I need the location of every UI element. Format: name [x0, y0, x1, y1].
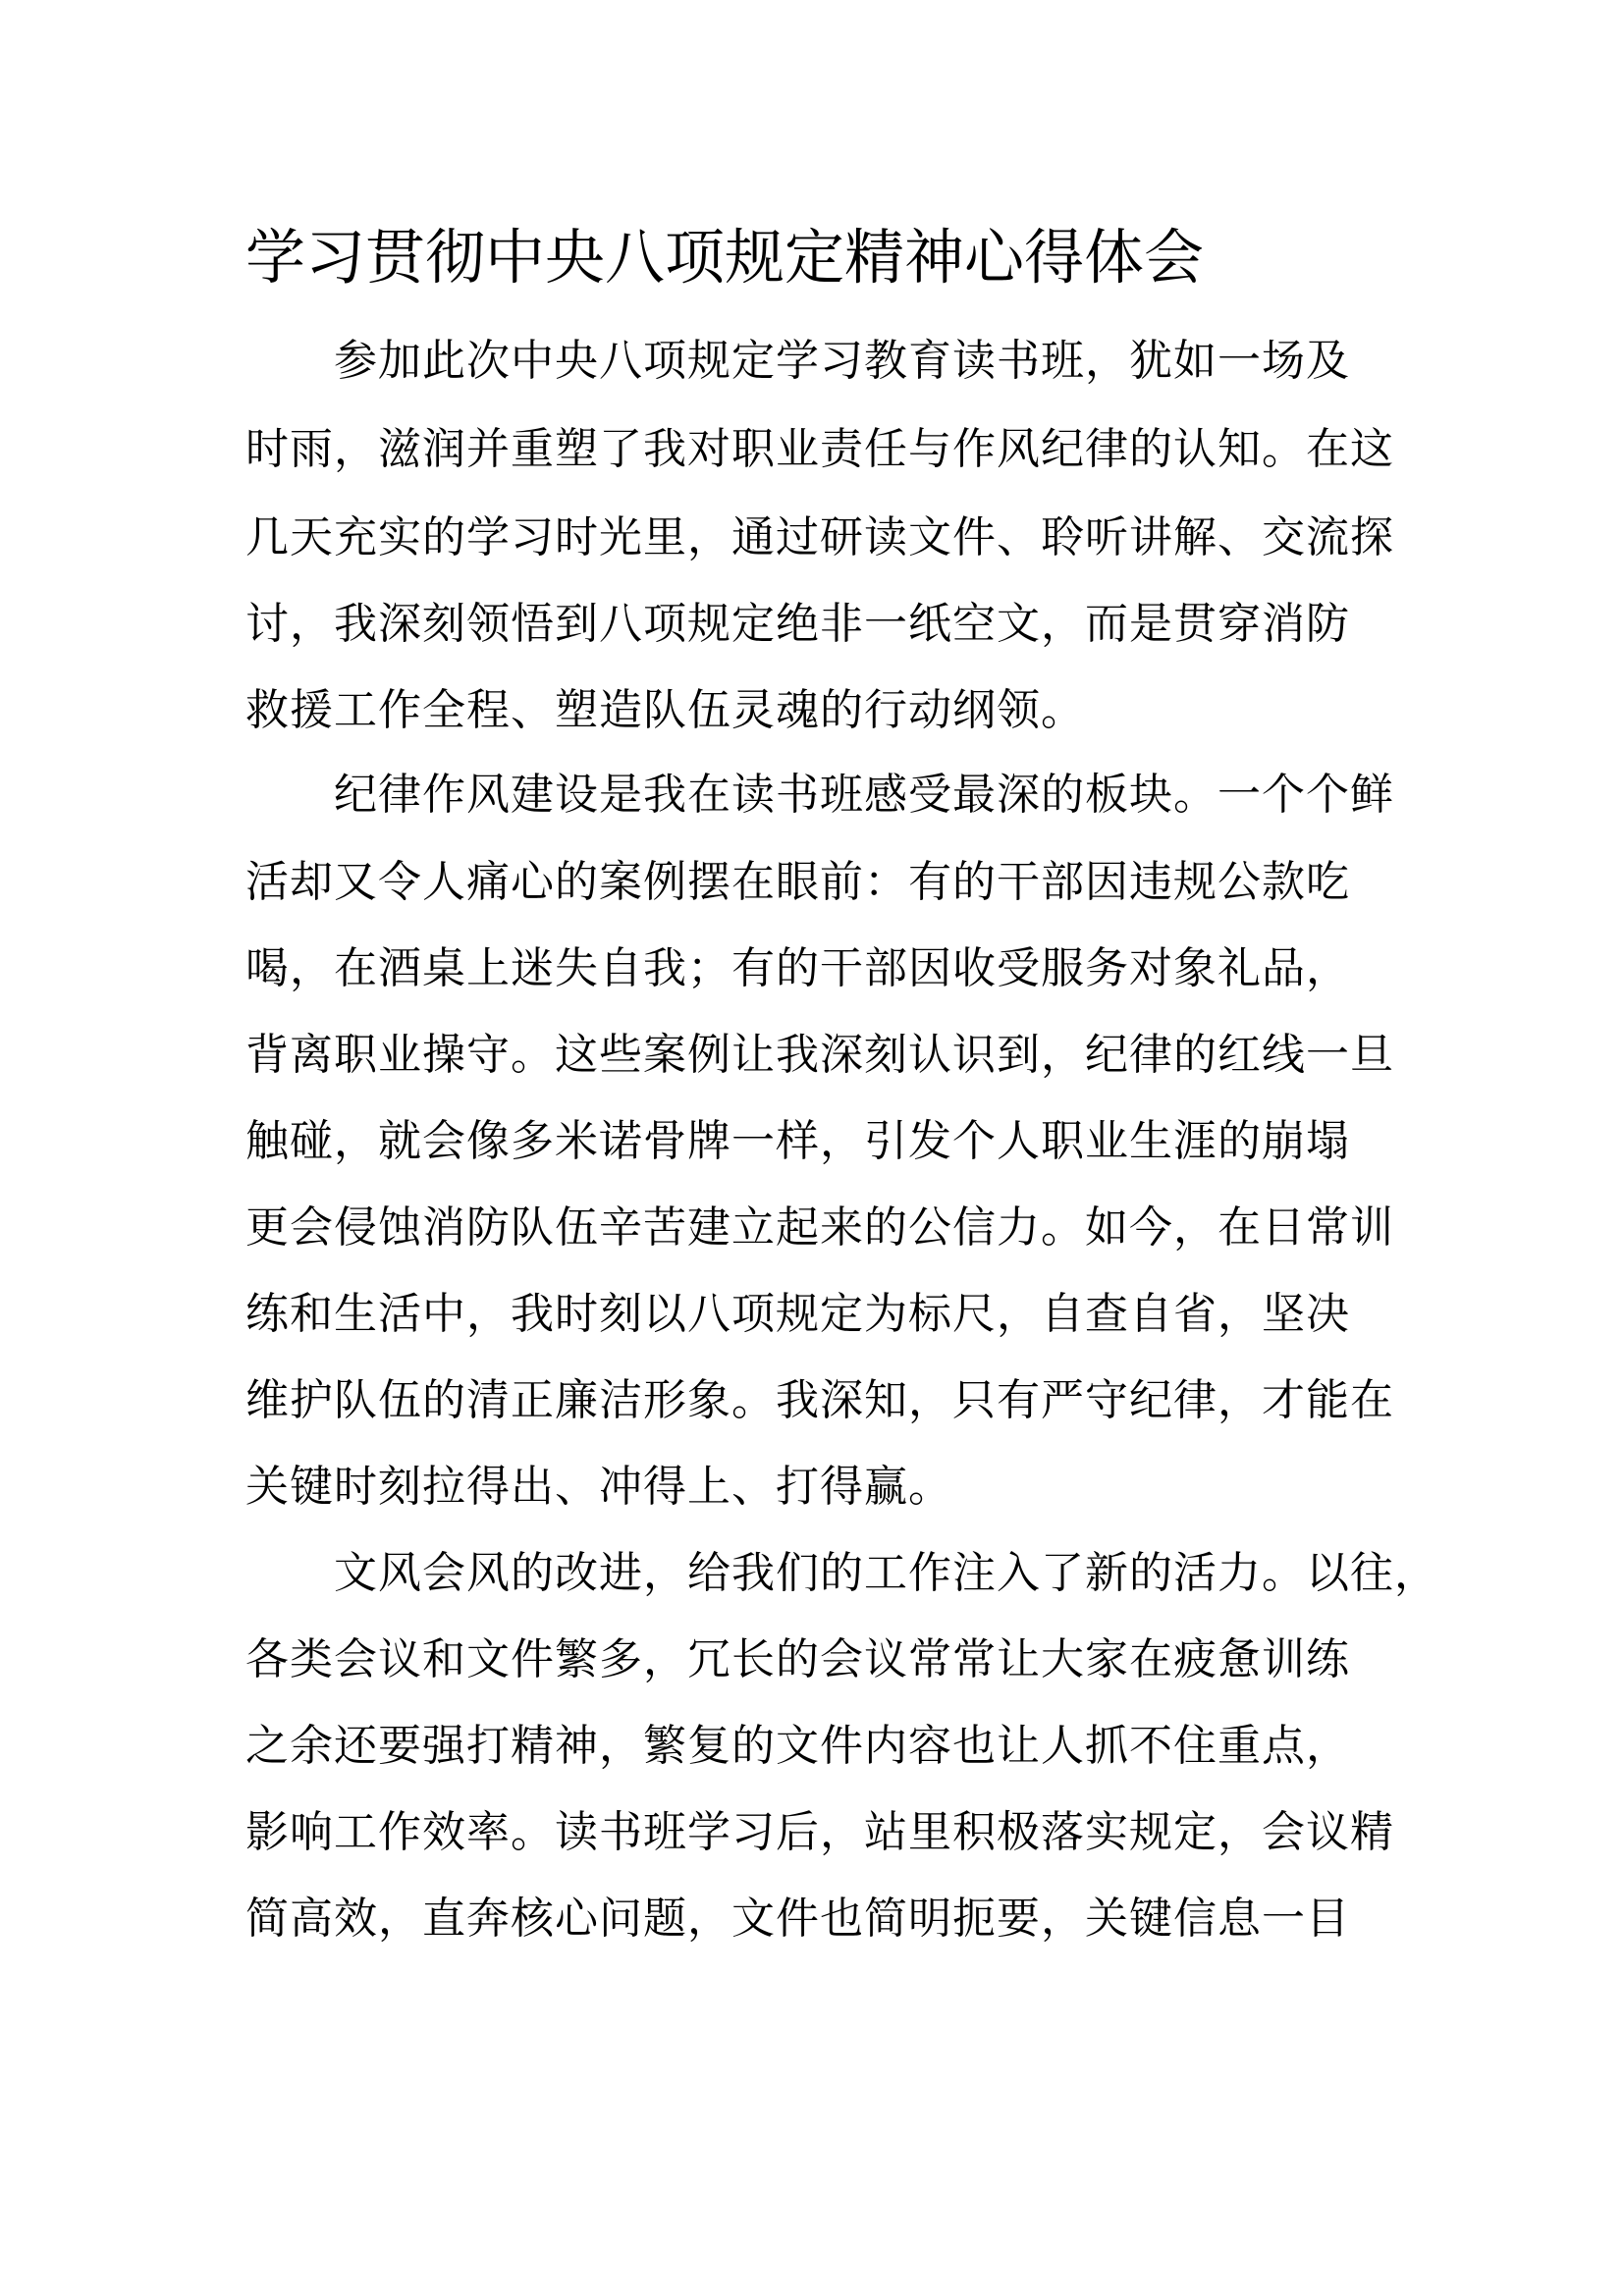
text-line: 练和生活中，我时刻以八项规定为标尺，自查自省，坚决 [245, 1289, 1350, 1339]
text-line: 讨，我深刻领悟到八项规定绝非一纸空文，而是贯穿消防 [245, 599, 1350, 649]
text-line: 影响工作效率。读书班学习后，站里积极落实规定，会议精 [245, 1807, 1394, 1857]
text-line: 维护队伍的清正廉洁形象。我深知，只有严守纪律，才能在 [245, 1375, 1394, 1425]
text-line: 活却又令人痛心的案例摆在眼前：有的干部因违规公款吃 [245, 857, 1350, 907]
text-line: 更会侵蚀消防队伍辛苦建立起来的公信力。如今，在日常训 [245, 1202, 1394, 1253]
text-line: 之余还要强打精神，繁复的文件内容也让人抓不住重点， [245, 1721, 1350, 1771]
text-line: 简高效，直奔核心问题，文件也简明扼要，关键信息一目 [245, 1894, 1350, 1944]
text-line: 纪律作风建设是我在读书班感受最深的板块。一个个鲜 [334, 770, 1394, 820]
text-line: 救援工作全程、塑造队伍灵魂的行动纲领。 [245, 685, 1085, 735]
text-line: 几天充实的学习时光里，通过研读文件、聆听讲解、交流探 [245, 512, 1394, 562]
text-line: 各类会议和文件繁多，冗长的会议常常让大家在疲惫训练 [245, 1634, 1350, 1684]
text-line: 参加此次中央八项规定学习教育读书班，犹如一场及 [334, 336, 1350, 386]
text-line: 关键时刻拉得出、冲得上、打得赢。 [245, 1462, 952, 1512]
text-line: 喝，在酒桌上迷失自我；有的干部因收受服务对象礼品， [245, 943, 1350, 993]
text-line: 背离职业操守。这些案例让我深刻认识到，纪律的红线一旦 [245, 1030, 1394, 1080]
text-line: 时雨，滋润并重塑了我对职业责任与作风纪律的认知。在这 [245, 424, 1394, 474]
text-line: 触碰，就会像多米诺骨牌一样，引发个人职业生涯的崩塌 [245, 1116, 1350, 1166]
text-line: 文风会风的改进，给我们的工作注入了新的活力。以往， [334, 1548, 1438, 1598]
page-title: 学习贯彻中央八项规定精神心得体会 [245, 223, 1205, 293]
